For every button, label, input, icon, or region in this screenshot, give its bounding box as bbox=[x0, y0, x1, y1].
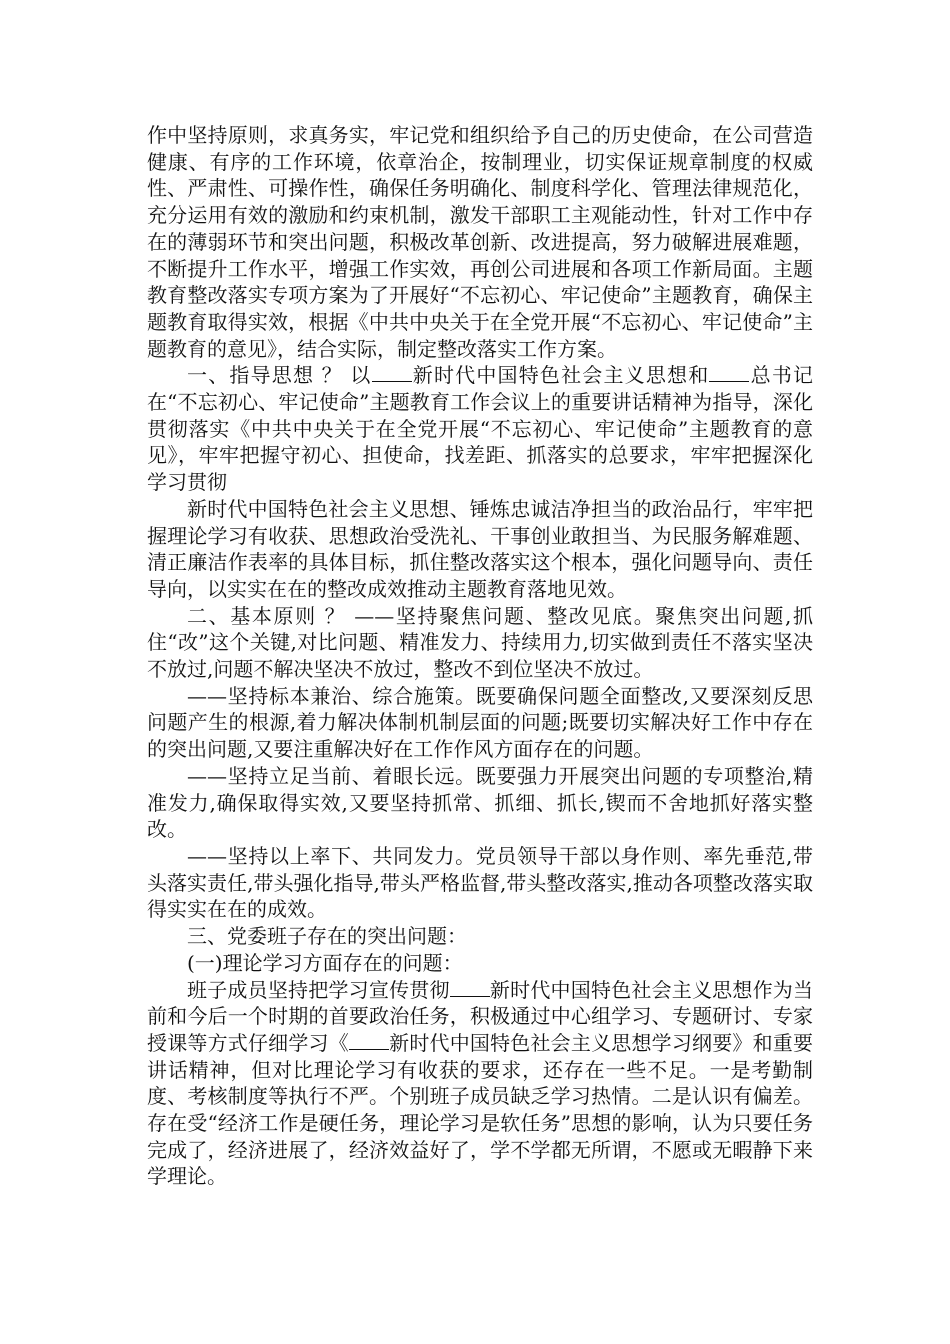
paragraph-intro: 作中坚持原则，求真务实，牢记党和组织给予自己的历史使命，在公司营造健康、有序的工作环境，依章治企，按制理业，切实保证规章制度的权威性、严肃性、可操作性，确保任务明确化、制度科学化、管理法律规范化，充分运用有效的激励和约束机制，激发干部职工主观能动性，针对工作中存在的薄弱环节和突出问题，积极改革创新、改进提高，努力破解进展难题，不断提升工作水平，增强工作实效，再创公司进展和各项工作新局面。主题教育整改落实专项方案为了开展好“不忘初心、牢记使命”主题教育，确保主题教育取得实效，根据《中共中央关于在全党开展“不忘初心、牢记使命”主题教育的意见》，结合实际，制定整改落实工作方案。 bbox=[147, 123, 813, 361]
blank-line bbox=[349, 1031, 389, 1050]
paragraph-principle-4: ——坚持以上率下、共同发力。党员领导干部以身作则、率先垂范,带头落实责任,带头强化指导,带头严格监督,带头整改落实,推动各项整改落实取得实实在在的成效。 bbox=[147, 843, 813, 922]
paragraph-principle-2: ——坚持标本兼治、综合施策。既要确保问题全面整改,又要深刻反思问题产生的根源,着力解决体制机制层面的问题;既要切实解决好工作中存在的突出问题,又要注重解决好在工作作风方面存在的问题。 bbox=[147, 683, 813, 762]
blank-line bbox=[372, 363, 412, 382]
guiding-thought-text-1: 新时代中国特色社会主义思想和 bbox=[411, 363, 710, 388]
theory-text-3: 新时代中国特色社会主义思想学习纲要》和重要讲话精神，但对比理论学习有收获的要求，还存在一些不足。一是考勤制度、考核制度等执行不严。个别班子成员缺乏学习热情。二是认识有偏差。存在受“经济工作是硬任务，理论学习是软任务”思想的影响，认为只要任务完成了，经济进展了，经济效益好了，学不学都无所谓，不愿或无暇静下来学理论。 bbox=[147, 1030, 814, 1189]
paragraph-theory-study bbox=[147, 977, 813, 1191]
paragraph-principle-3: ——坚持立足当前、着眼长远。既要强力开展突出问题的专项整治,精准发力,确保取得实效,又要坚持抓常、抓细、抓长,锲而不舍地抓好落实整改。 bbox=[147, 763, 813, 842]
paragraph-basic-principles: 二、基本原则 ？ ——坚持聚焦问题、整改见底。聚焦突出问题,抓住“改”这个关键,对比问题、精准发力、持续用力,切实做到责任不落实坚决不放过,问题不解决坚决不放过，整改不到位坚决不放过。 bbox=[147, 603, 813, 682]
document-page bbox=[147, 122, 813, 1190]
paragraph-guiding-thought bbox=[147, 362, 813, 496]
theory-text-2: 新时代中国特色社会主义思想作为当前和今后一个时期的首要政治任务，积极通过中心组学习、专题研讨、专家授课等方式仔细学习《 bbox=[147, 977, 814, 1055]
blank-line bbox=[450, 978, 490, 997]
guiding-thought-text-2: 总书记在“不忘初心、牢记使命”主题教育工作会议上的重要讲话精神为指导，深化贯彻落实《中共中央关于在全党开展“不忘初心、牢记使命”主题教育的意见》，牢牢把握守初心、担使命，找差距、抓落实的总要求，牢牢把握深化学习贯彻 bbox=[147, 363, 814, 495]
theory-text-1: 班子成员坚持把学习宣传贯彻 bbox=[187, 977, 450, 1002]
section-heading-problems: 三、党委班子存在的突出问题： bbox=[187, 924, 467, 949]
paragraph-guiding-thought-continued: 新时代中国特色社会主义思想、锤炼忠诚洁净担当的政治品行，牢牢把握理论学习有收获、思想政治受洗礼、干事创业敢担当、为民服务解难题、清正廉洁作表率的具体目标，抓住整改落实这个根本，强化问题导向、责任导向，以实实在在的整改成效推动主题教育落地见效。 bbox=[147, 496, 813, 601]
blank-line bbox=[709, 363, 749, 382]
subsection-heading-theory: (一)理论学习方面存在的问题： bbox=[187, 950, 463, 975]
guiding-thought-heading: 一、指导思想 ？ 以 bbox=[187, 363, 372, 388]
